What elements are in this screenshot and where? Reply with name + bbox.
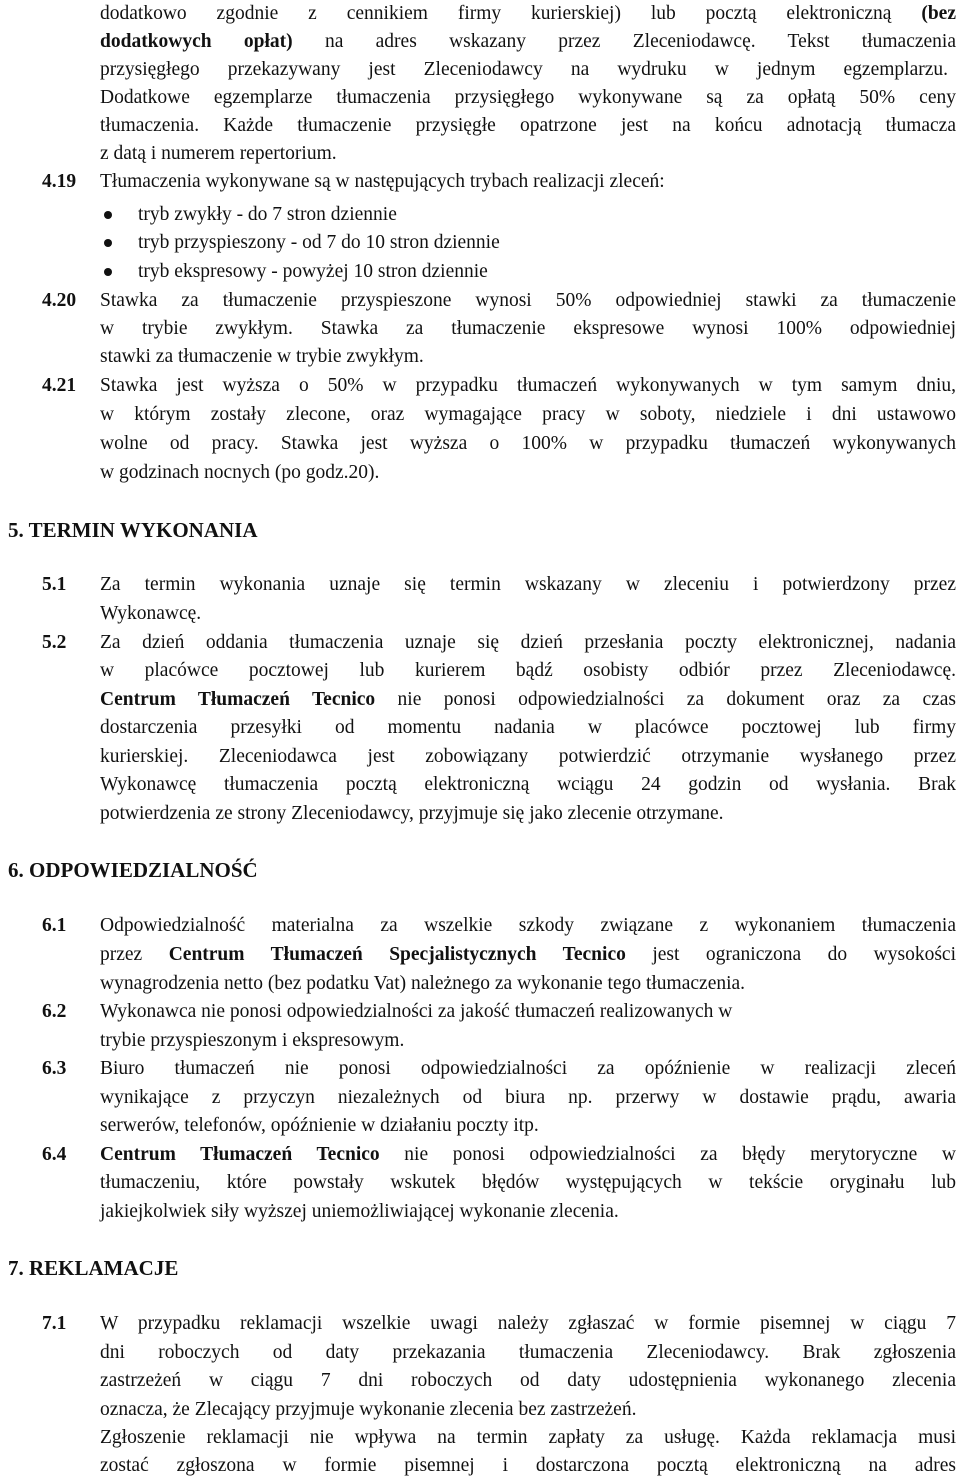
section-4-20-line: w trybie zwykłym. Stawka za tłumaczenie ekspresowe wynosi 100% odpowiedniej xyxy=(100,318,956,339)
section-6-1-line: przez Centrum Tłumaczeń Specjalistycznych Tecnico jest ograniczona do wysokości xyxy=(100,944,956,965)
section-5-2-line: dostarczenia przesyłki od momentu nadania w placówce pocztowej lub firmy xyxy=(100,717,956,738)
heading-termin-wykonania: 5. TERMIN WYKONANIA xyxy=(8,518,258,542)
section-6-4-line: Centrum Tłumaczeń Tecnico nie ponosi odpowiedzialności za błędy merytoryczne w xyxy=(100,1144,957,1165)
intro-line-4: Dodatkowe egzemplarze tłumaczenia przysięgłego wykonywane są za opłatą 50% ceny xyxy=(100,87,956,108)
section-6-3-line: serwerów, telefonów, opóźnienie w działaniu poczty itp. xyxy=(100,1115,539,1136)
section-number-6-1: 6.1 xyxy=(42,915,67,936)
section-6-2-line: trybie przyspieszonym i ekspresowym. xyxy=(100,1030,405,1051)
section-number-6-3: 6.3 xyxy=(42,1058,67,1079)
section-5-1-line: Za termin wykonania uznaje się termin wskazany w zleceniu i potwierdzony przez xyxy=(100,574,956,595)
section-number-4-21: 4.21 xyxy=(42,375,77,396)
section-4-21-line: Stawka jest wyższa o 50% w przypadku tłumaczeń wykonywanych w tym samym dniu, xyxy=(100,375,956,396)
section-number-4-20: 4.20 xyxy=(42,290,77,311)
section-5-2-line: Centrum Tłumaczeń Tecnico nie ponosi odpowiedzialności za dokument oraz za czas xyxy=(100,689,956,710)
section-4-21-line: w godzinach nocnych (po godz.20). xyxy=(100,462,380,483)
section-7-1-line: W przypadku reklamacji wszelkie uwagi należy zgłaszać w formie pisemnej w ciągu 7 xyxy=(100,1313,956,1334)
section-6-2-line: Wykonawca nie ponosi odpowiedzialności za jakość tłumaczeń realizowanych w xyxy=(100,1001,733,1022)
list-item: tryb zwykły - do 7 stron dziennie xyxy=(138,204,397,225)
section-number-6-4: 6.4 xyxy=(42,1144,67,1165)
bullet-icon xyxy=(104,211,112,219)
section-5-2-line: kurierskiej. Zleceniodawca jest zobowiązany potwierdzić otrzymanie wysłanego przez xyxy=(100,746,956,767)
section-number-5-1: 5.1 xyxy=(42,574,67,595)
section-6-4-line: tłumaczeniu, które powstały wskutek błędów występujących w tekście oryginału lub xyxy=(100,1172,956,1193)
section-4-19-text: Tłumaczenia wykonywane są w następujących trybach realizacji zleceń: xyxy=(100,171,665,192)
intro-line-3: przysięgłego przekazywany jest Zleceniodawcy na wydruku w jednym egzemplarzu. xyxy=(100,59,948,80)
section-7-1-line: oznacza, że Zlecający przyjmuje wykonanie zlecenia bez zastrzeżeń. xyxy=(100,1399,637,1420)
section-7-1-line: zastrzeżeń w ciągu 7 dni roboczych od daty udostępnienia wykonanego zlecenia xyxy=(100,1370,956,1391)
section-6-4-line: jakiejkolwiek siły wyższej uniemożliwiającej wykonanie zlecenia. xyxy=(100,1201,619,1222)
section-7-1-line: dni roboczych od daty przekazania tłumaczenia Zleceniodawcy. Brak zgłoszenia xyxy=(100,1342,956,1363)
section-7-1-line: zostać zgłoszona w formie pisemnej i dostarczona pocztą elektroniczną na adres xyxy=(100,1455,956,1476)
section-6-3-line: Biuro tłumaczeń nie ponosi odpowiedzialności za opóźnienie w realizacji zleceń xyxy=(100,1058,956,1079)
heading-reklamacje: 7. REKLAMACJE xyxy=(8,1256,179,1280)
section-5-2-line: Wykonawcę tłumaczenia pocztą elektroniczną wciągu 24 godzin od wysłania. Brak xyxy=(100,774,956,795)
intro-line-5: tłumaczenia. Każde tłumaczenie przysięgłe opatrzone jest na końcu adnotacją tłumacza xyxy=(100,115,956,136)
section-4-21-line: wolne od pracy. Stawka jest wyższa o 100% w przypadku tłumaczeń wykonywanych xyxy=(100,433,956,454)
intro-line-6: z datą i numerem repertorium. xyxy=(100,143,337,164)
section-5-2-line: w placówce pocztowej lub kurierem bądź osobisty odbiór przez Zleceniodawcę. xyxy=(100,660,956,681)
section-6-3-line: wynikające z przyczyn niezależnych od biura np. przerwy w dostawie prądu, awaria xyxy=(100,1087,956,1108)
section-4-21-line: w którym zostały zlecone, oraz wymagające pracy w soboty, niedziele i dni ustawowo xyxy=(100,404,956,425)
bullet-icon xyxy=(104,239,112,247)
heading-odpowiedzialnosc: 6. ODPOWIEDZIALNOŚĆ xyxy=(8,858,258,882)
section-6-1-line: Odpowiedzialność materialna za wszelkie szkody związane z wykonaniem tłumaczenia xyxy=(100,915,956,936)
section-number-7-1: 7.1 xyxy=(42,1313,67,1334)
list-item: tryb przyspieszony - od 7 do 10 stron dziennie xyxy=(138,232,500,253)
section-6-1-line: wynagrodzenia netto (bez podatku Vat) należnego za wykonanie tego tłumaczenia. xyxy=(100,973,746,994)
intro-line-1: dodatkowo zgodnie z cennikiem firmy kurierskiej) lub pocztą elektroniczną (bez xyxy=(100,3,956,24)
bullet-icon xyxy=(104,268,112,276)
section-5-2-line: potwierdzenia ze strony Zleceniodawcy, przyjmuje się jako zlecenie otrzymane. xyxy=(100,803,724,824)
section-4-20-line: Stawka za tłumaczenie przyspieszone wynosi 50% odpowiedniej stawki za tłumaczenie xyxy=(100,290,956,311)
intro-line-2: dodatkowych opłat) na adres wskazany przez Zleceniodawcę. Tekst tłumaczenia xyxy=(100,31,956,52)
section-4-20-line: stawki za tłumaczenie w trybie zwykłym. xyxy=(100,346,424,367)
section-7-1-line: Zgłoszenie reklamacji nie wpływa na termin zapłaty za usługę. Każda reklamacja musi xyxy=(100,1427,956,1448)
list-item: tryb ekspresowy - powyżej 10 stron dziennie xyxy=(138,261,488,282)
section-5-2-line: Za dzień oddania tłumaczenia uznaje się dzień przesłania poczty elektronicznej, nadania xyxy=(100,632,956,653)
section-5-1-line: Wykonawcę. xyxy=(100,603,202,624)
section-number-4-19: 4.19 xyxy=(42,171,77,192)
section-number-5-2: 5.2 xyxy=(42,632,67,653)
section-number-6-2: 6.2 xyxy=(42,1001,67,1022)
